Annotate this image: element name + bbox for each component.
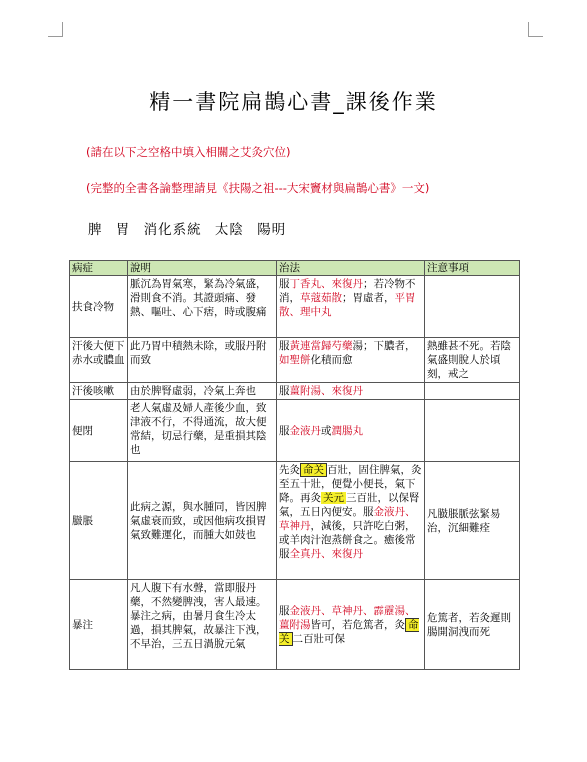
description-cell: 脈沉為胃氣寒，緊為冷氣盛，滑則食不消。其證頭痛、發熱、嘔吐、心下痞，時或腹痛 [128,276,277,338]
treatment-text: 服 [279,278,290,290]
treatment-remedy: 全真丹、來復丹 [289,548,363,560]
col-header-caution: 注意事項 [425,261,520,276]
treatment-cell[interactable] [277,580,425,670]
treatment-remedy: 潤腸丸 [331,424,363,437]
treatment-text: ，減後，只許吃白粥，或羊肉汁泡蒸餅食之。癒後常服 [279,520,416,560]
treatment-text: 皆可，若危篤者，灸 [310,618,405,631]
treatment-cell [277,400,425,462]
homework-table [69,260,520,670]
treatment-remedy: 薑附湯、來復丹 [289,385,363,397]
table-header-row [70,261,520,276]
disease-cell: 汗後咳嗽 [70,383,128,400]
table-row [70,276,520,338]
treatment-cell [277,383,425,400]
disease-cell: 扶食冷物 [70,276,128,338]
col-header-description: 說明 [128,261,277,276]
treatment-remedy: 金液丹、草神丹 [279,506,416,532]
section-heading [88,218,294,238]
description-cell: 由於脾腎虛弱，冷氣上奔也 [128,383,277,400]
treatment-cell [277,338,425,383]
caution-cell[interactable] [425,276,520,338]
treatment-remedy: 金液丹 [289,424,321,437]
heading-term: 脾 [88,222,103,238]
table-row [70,400,520,462]
disease-cell: 暴注 [70,580,128,670]
col-header-treatment: 治法 [277,261,425,276]
treatment-text: 湯；下膿者， [352,340,416,352]
caution-cell[interactable]: 危篤者，若灸遲則腸開洞洩而死 [425,580,520,670]
crop-mark-top-left [48,22,63,37]
treatment-remedy: 平胃散、理中丸 [279,292,416,318]
description-cell: 老人氣虛及婦人產後少血，致津液不行，不得通流，故大便常結，切忌行藥，是重損其陰也 [128,400,277,462]
acupoint-answer[interactable]: 关元 [323,492,344,504]
col-header-disease: 病症 [70,261,128,276]
acupoint-answer[interactable]: 命关 [279,618,419,645]
heading-term: 胃 [115,222,131,238]
treatment-text: 服 [279,424,290,437]
treatment-remedy: 黃連當歸芍藥 [289,340,353,352]
reference-note: (完整的全書各論整理請見《扶陽之祖---大宋竇材與扁鵲心書》一文) [86,181,430,195]
page-title: 精一書院扁鵲心書_課後作業 [149,90,438,114]
caution-cell[interactable] [425,400,520,462]
treatment-remedy: 如聖餅 [279,354,311,366]
disease-cell: 臌脹 [70,462,128,580]
disease-cell: 汗後大便下赤水或膿血 [70,338,128,383]
disease-cell: 便閉 [70,400,128,462]
table-row [70,338,520,383]
table-row [70,580,520,670]
description-cell: 此病之源，與水腫同，皆因脾氣虛衰而致，或因他病攻損胃氣致難運化，而腫大如鼓也 [128,462,277,580]
table-row [70,383,520,400]
treatment-text: ；若冷物不消， [279,278,416,304]
treatment-text: 服 [279,340,290,352]
instruction-note: (請在以下之空格中填入相關之艾灸穴位) [86,145,291,159]
heading-term: 陽明 [257,222,287,238]
heading-term: 消化系統 [143,222,202,238]
treatment-remedy: 草蔻茹散 [300,292,342,304]
treatment-cell [277,276,425,338]
treatment-text: 服 [279,385,290,397]
table-row [70,462,520,580]
heading-term: 太陰 [214,222,244,238]
treatment-text: 先灸 [279,464,300,476]
treatment-cell[interactable] [277,462,425,580]
treatment-text: 二百壯可保 [292,632,345,645]
treatment-text: ；胃虛者， [342,292,395,304]
description-cell: 凡人腹下有水聲，當即服丹藥，不然變脾洩，害人最速。暴注之病，由暑月食生冷太過，損其脾氣，故暴注下洩，不早治，三五日渦脫元氣 [128,580,277,670]
treatment-remedy: 丁香丸、來復丹 [289,278,363,290]
acupoint-answer[interactable]: 命关 [300,463,327,477]
description-cell: 此乃胃中積熱未除，或服丹附而致 [128,338,277,383]
treatment-text: 服 [279,604,290,617]
caution-cell[interactable] [425,383,520,400]
treatment-text: 化積而愈 [310,354,353,366]
treatment-text: 百壯，固住脾氣，灸至五十壯，便覺小便長，氣下降。再灸 [279,464,422,504]
treatment-text: 或 [321,424,332,437]
crop-mark-top-right [528,22,543,37]
caution-cell[interactable]: 熱雖甚不死。若陰氣盛則脫人於頃刻，戒之 [425,338,520,383]
caution-cell[interactable]: 凡臌脹脈弦緊易治，沉細難痊 [425,462,520,580]
treatment-text: 三百壯，以保腎氣，五日內便安。服 [279,492,420,518]
treatment-remedy: 金液丹、草神丹、霹靂湯、薑附湯 [279,604,416,631]
